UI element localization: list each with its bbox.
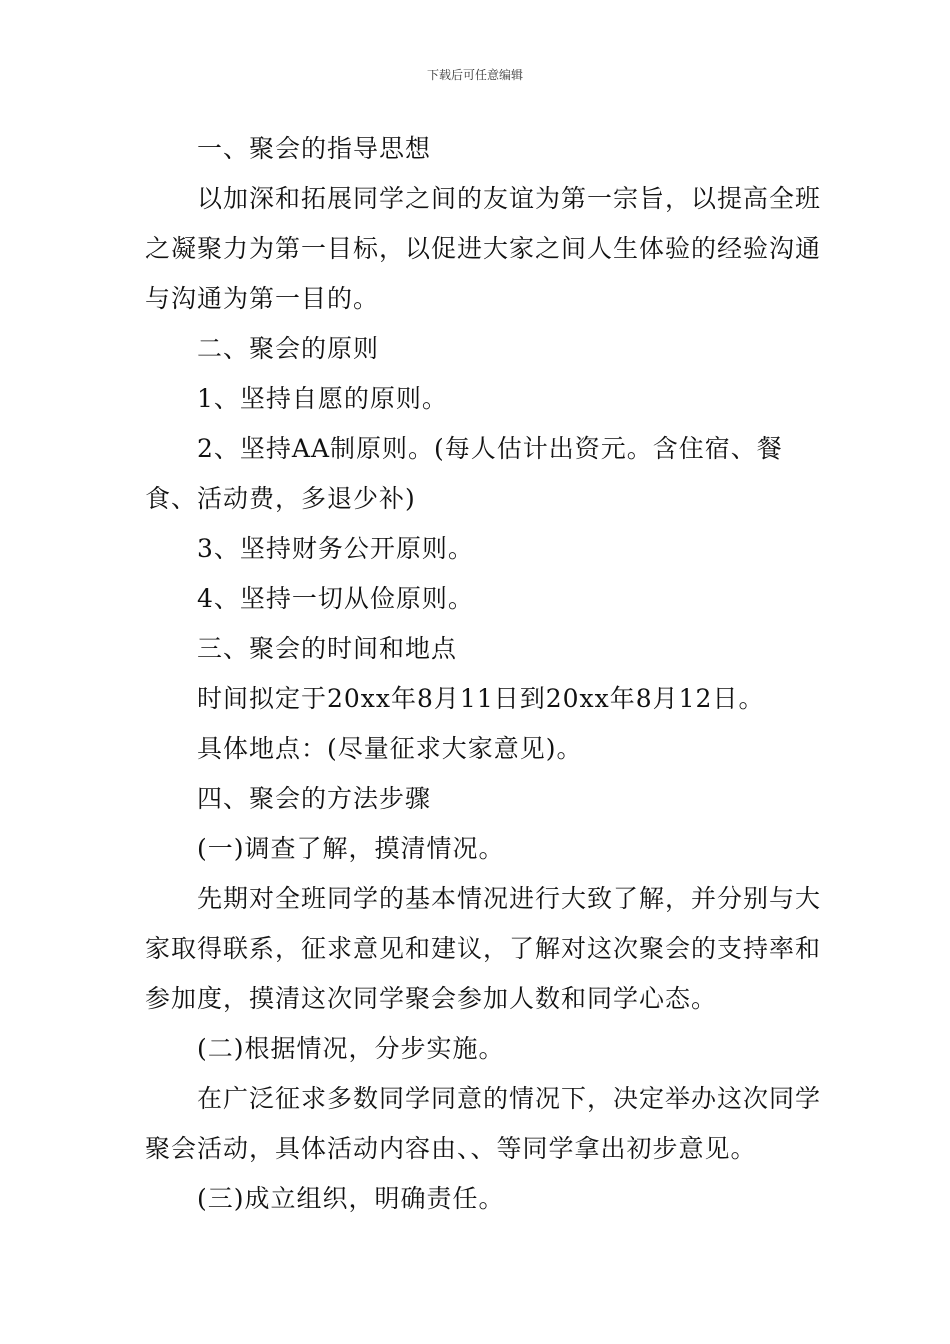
step-heading-3: (三)成立组织，明确责任。 <box>197 1184 505 1213</box>
section-heading-2: 二、聚会的原则 <box>197 334 380 363</box>
section-heading-3: 三、聚会的时间和地点 <box>197 634 458 663</box>
step-heading-1: (一)调查了解，摸清情况。 <box>197 834 505 863</box>
page-header-note: 下载后可任意编辑 <box>426 68 523 82</box>
paragraph-step-1: 先期对全班同学的基本情况进行大致了解，并分别与大家取得联系，征求意见和建议，了解对这次聚会的支持率和参加度，摸清这次同学聚会参加人数和同学心态。 <box>145 884 822 1013</box>
paragraph-time: 时间拟定于20xx年8月11日到20xx年8月12日。 <box>197 684 765 713</box>
section-heading-1: 一、聚会的指导思想 <box>197 134 432 163</box>
document-body <box>145 124 825 1224</box>
principle-item-3: 3、坚持财务公开原则。 <box>197 534 474 563</box>
principle-item-1: 1、坚持自愿的原则。 <box>197 384 448 413</box>
principle-item-2: 2、坚持AA制原则。(每人估计出资元。含住宿、餐食、活动费，多退少补) <box>145 434 783 513</box>
section-heading-4: 四、聚会的方法步骤 <box>197 784 432 813</box>
paragraph-step-2: 在广泛征求多数同学同意的情况下，决定举办这次同学聚会活动，具体活动内容由、、等同学拿出初步意见。 <box>145 1084 822 1163</box>
paragraph-location: 具体地点：(尽量征求大家意见)。 <box>197 734 583 763</box>
principle-item-4: 4、坚持一切从俭原则。 <box>197 584 474 613</box>
step-heading-2: (二)根据情况，分步实施。 <box>197 1034 505 1063</box>
paragraph-purpose: 以加深和拓展同学之间的友谊为第一宗旨，以提高全班之凝聚力为第一目标，以促进大家之间人生体验的经验沟通与沟通为第一目的。 <box>145 184 822 313</box>
